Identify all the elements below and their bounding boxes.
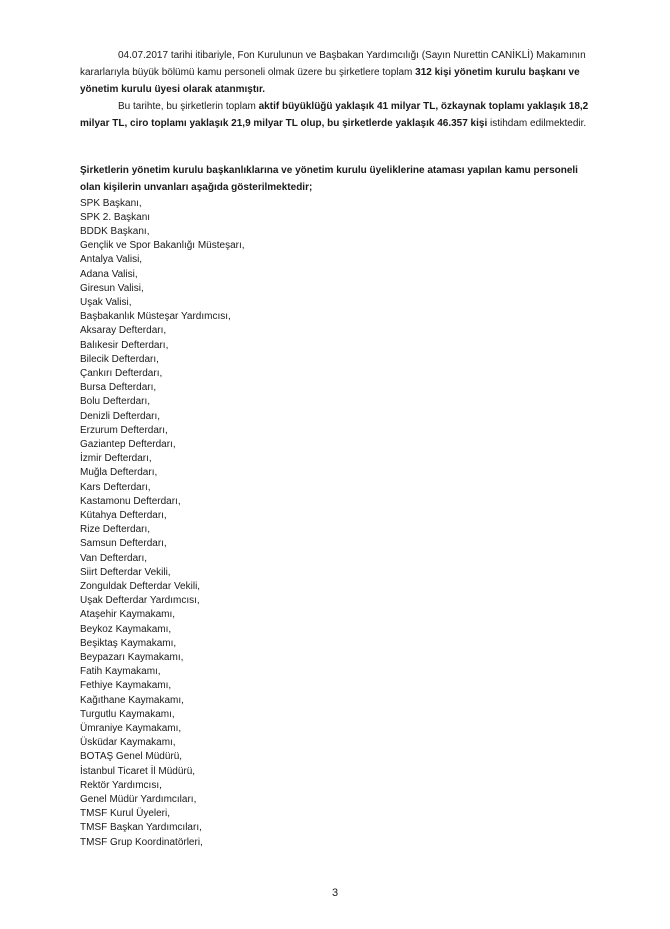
list-item: Giresun Valisi, (80, 282, 144, 294)
list-item: Gaziantep Defterdarı, (80, 438, 176, 450)
list-item: Bolu Defterdarı, (80, 396, 151, 408)
paragraph-figures-text-start: Bu tarihte, bu şirketlerin toplam (118, 101, 259, 112)
list-item: Başbakanlık Müsteşar Yardımcısı, (80, 311, 231, 323)
paragraph-list-intro: Şirketlerin yönetim kurulu başkanlıklarına ve yönetim kurulu üyeliklerine ataması yapılan kamu personeli olan kişilerin unvanları aşağıda gösterilmektedir; (80, 165, 578, 193)
list-item: Beşiktaş Kaymakamı, (80, 637, 177, 649)
list-item: Antalya Valisi, (80, 254, 143, 266)
list-item: Çankırı Defterdarı, (80, 367, 163, 379)
page-number: 3 (331, 887, 339, 899)
list-item: Fatih Kaymakamı, (80, 666, 161, 678)
paragraph-appointments-text: 04.07.2017 tarihi itibariyle, Fon Kurulunun ve Başbakan Yardımcılığı (Sayın Nurettin CANİKLİ) Makamının kararlarıyla büyük bölümü kamu personeli olmak üzere bu şirketlere toplam (80, 50, 586, 78)
list-item: Denizli Defterdarı, (80, 410, 161, 422)
list-item: Rektör Yardımcısı, (80, 779, 162, 791)
titles-list (80, 197, 245, 850)
list-item: Balıkesir Defterdarı, (80, 339, 169, 351)
list-item: Samsun Defterdarı, (80, 538, 167, 550)
list-item: TMSF Grup Koordinatörleri, (80, 836, 203, 848)
list-item: Adana Valisi, (80, 268, 138, 280)
list-item: Üsküdar Kaymakamı, (80, 737, 176, 749)
list-item: Ümraniye Kaymakamı, (80, 723, 182, 735)
list-item: Fethiye Kaymakamı, (80, 680, 172, 692)
list-item: Muğla Defterdarı, (80, 467, 158, 479)
list-item: Bilecik Defterdarı, (80, 353, 159, 365)
list-item: TMSF Kurul Üyeleri, (80, 808, 171, 820)
list-item: İstanbul Ticaret İl Müdürü, (80, 765, 196, 777)
list-item: TMSF Başkan Yardımcıları, (80, 822, 202, 834)
paragraph-appointments-bold: 312 kişi yönetim kurulu başkanı ve yönetim kurulu üyesi olarak atanmıştır. (80, 67, 580, 95)
paragraph-company-figures (80, 98, 592, 132)
list-item: Aksaray Defterdarı, (80, 325, 167, 337)
list-item: Siirt Defterdar Vekili, (80, 566, 171, 578)
list-item: Ataşehir Kaymakamı, (80, 609, 176, 621)
list-item: Van Defterdarı, (80, 552, 148, 564)
list-item: Uşak Valisi, (80, 296, 132, 308)
list-item: Kars Defterdarı, (80, 481, 151, 493)
list-item: İzmir Defterdarı, (80, 453, 152, 465)
list-item: BOTAŞ Genel Müdürü, (80, 751, 183, 763)
list-item: Genel Müdür Yardımcıları, (80, 794, 197, 806)
list-item: Uşak Defterdar Yardımcısı, (80, 595, 200, 607)
list-item: Turgutlu Kaymakamı, (80, 708, 175, 720)
list-item: Erzurum Defterdarı, (80, 424, 168, 436)
paragraph-figures-text-end: istihdam edilmektedir. (487, 118, 587, 129)
list-item: Beykoz Kaymakamı, (80, 623, 172, 635)
list-item: Gençlik ve Spor Bakanlığı Müsteşarı, (80, 240, 245, 252)
paragraph-figures-bold: aktif büyüklüğü yaklaşık 41 milyar TL, özkaynak toplamı yaklaşık 18,2 milyar TL, ciro toplamı yaklaşık 21,9 milyar TL olup, bu şirketlerde yaklaşık 46.357 kişi (80, 101, 589, 129)
list-item: Kastamonu Defterdarı, (80, 495, 181, 507)
list-item: BDDK Başkanı, (80, 225, 150, 237)
list-item: Kağıthane Kaymakamı, (80, 694, 184, 706)
list-item: SPK 2. Başkanı (80, 211, 151, 223)
list-item: Rize Defterdarı, (80, 524, 151, 536)
paragraph-appointments (80, 47, 592, 98)
list-item: Zonguldak Defterdar Vekili, (80, 580, 201, 592)
list-item: Bursa Defterdarı, (80, 382, 157, 394)
list-item: SPK Başkanı, (80, 197, 142, 209)
list-item: Beypazarı Kaymakamı, (80, 652, 184, 663)
list-item: Kütahya Defterdarı, (80, 509, 167, 521)
